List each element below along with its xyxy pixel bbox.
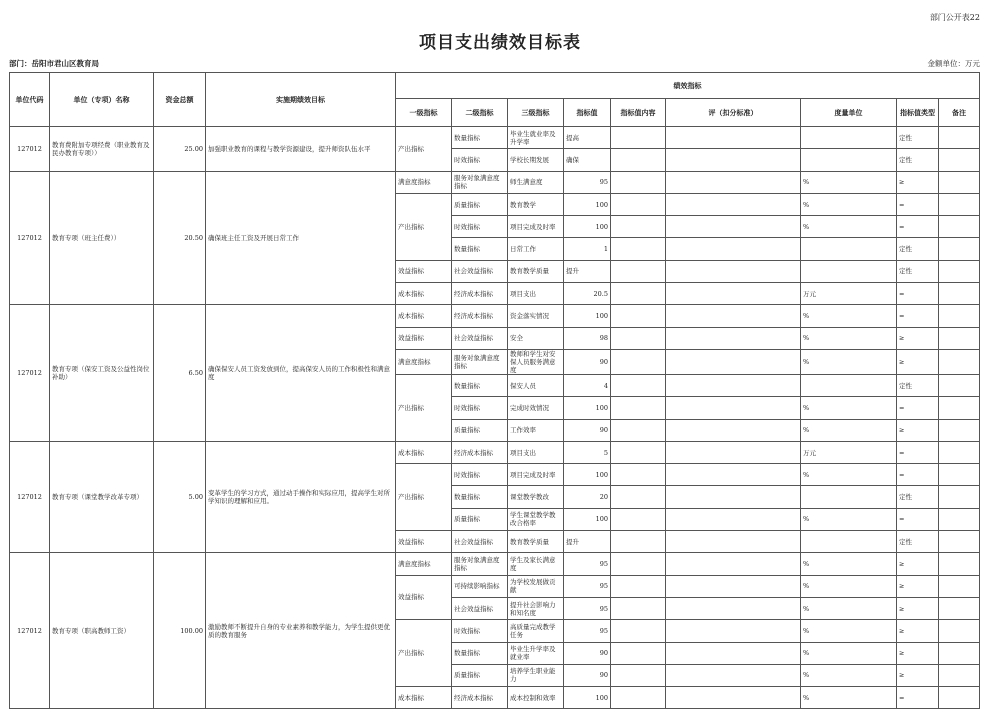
value-type-cell: =: [897, 216, 939, 238]
measure-unit-cell: [801, 531, 897, 553]
level3-cell: 提升社会影响力和知名度: [508, 597, 564, 619]
scoring-cell: [666, 374, 801, 396]
value-type-cell: ≥: [897, 620, 939, 642]
level2-cell: 数量指标: [452, 642, 508, 664]
table-row: [10, 171, 980, 193]
unit-name-cell: 教育专项（职高教师工资）: [50, 553, 154, 709]
scoring-cell: [666, 127, 801, 149]
unit-name-cell: 教育专项（保安工资及公益性岗位补助）: [50, 305, 154, 441]
table-body: [10, 127, 980, 709]
value-content-cell: [611, 642, 666, 664]
measure-unit-cell: [801, 238, 897, 260]
value-content-cell: [611, 238, 666, 260]
measure-unit-cell: %: [801, 397, 897, 419]
value-content-cell: [611, 127, 666, 149]
level2-cell: 经济成本指标: [452, 441, 508, 463]
indicator-value-cell: 95: [564, 620, 611, 642]
value-content-cell: [611, 508, 666, 530]
header-unit-code: 单位代码: [10, 73, 50, 127]
level3-cell: 教育教学质量: [508, 531, 564, 553]
value-content-cell: [611, 397, 666, 419]
unit-code-cell: 127012: [10, 171, 50, 305]
remark-cell: [939, 575, 980, 597]
value-type-cell: 定性: [897, 127, 939, 149]
unit-name-cell: 教育专项（班主任费））: [50, 171, 154, 305]
value-type-cell: =: [897, 508, 939, 530]
header-unit-name: 单位（专项）名称: [50, 73, 154, 127]
remark-cell: [939, 283, 980, 305]
scoring-cell: [666, 575, 801, 597]
value-content-cell: [611, 620, 666, 642]
level1-cell: 成本指标: [396, 687, 452, 709]
level1-cell: 成本指标: [396, 283, 452, 305]
level3-cell: 培养学生职业能力: [508, 664, 564, 686]
header-amount: 资金总额: [154, 73, 206, 127]
header-level2: 二级指标: [452, 99, 508, 127]
scoring-cell: [666, 687, 801, 709]
level3-cell: 学生及家长满意度: [508, 553, 564, 575]
indicator-value-cell: 100: [564, 464, 611, 486]
amount-cell: 25.00: [154, 127, 206, 172]
measure-unit-cell: %: [801, 464, 897, 486]
unit-code-cell: 127012: [10, 127, 50, 172]
header-level1: 一级指标: [396, 99, 452, 127]
table-row: [10, 305, 980, 327]
value-type-cell: ≥: [897, 419, 939, 441]
amount-cell: 100.00: [154, 553, 206, 709]
level2-cell: 质量指标: [452, 193, 508, 215]
level3-cell: 为学校发展做贡献: [508, 575, 564, 597]
measure-unit-cell: %: [801, 620, 897, 642]
unit-code-cell: 127012: [10, 553, 50, 709]
measure-unit-cell: [801, 149, 897, 171]
remark-cell: [939, 171, 980, 193]
remark-cell: [939, 642, 980, 664]
remark-cell: [939, 149, 980, 171]
value-content-cell: [611, 260, 666, 282]
level2-cell: 质量指标: [452, 508, 508, 530]
header-level3: 三级指标: [508, 99, 564, 127]
level2-cell: 时效指标: [452, 216, 508, 238]
performance-target-table: [9, 72, 980, 709]
value-content-cell: [611, 283, 666, 305]
value-type-cell: ≥: [897, 642, 939, 664]
goal-cell: 激励教师不断提升自身的专业素养和教学能力，为学生提供更优质的教育服务: [206, 553, 396, 709]
scoring-cell: [666, 597, 801, 619]
scoring-cell: [666, 553, 801, 575]
scoring-cell: [666, 419, 801, 441]
level2-cell: 时效指标: [452, 620, 508, 642]
level2-cell: 经济成本指标: [452, 305, 508, 327]
indicator-value-cell: 100: [564, 687, 611, 709]
indicator-value-cell: 95: [564, 597, 611, 619]
level3-cell: 教育教学: [508, 193, 564, 215]
unit-code-cell: 127012: [10, 441, 50, 552]
remark-cell: [939, 127, 980, 149]
value-type-cell: 定性: [897, 374, 939, 396]
header-value-content: 指标值内容: [611, 99, 666, 127]
unit-name-cell: 教育费附加专项经费（职业教育及民办教育专项））: [50, 127, 154, 172]
level2-cell: 质量指标: [452, 419, 508, 441]
level1-cell: 产出指标: [396, 374, 452, 441]
unit-code-cell: 127012: [10, 305, 50, 441]
remark-cell: [939, 620, 980, 642]
indicator-value-cell: 4: [564, 374, 611, 396]
level1-cell: 效益指标: [396, 260, 452, 282]
unit-name-cell: 教育专项（课堂教学改革专项）: [50, 441, 154, 552]
amount-cell: 6.50: [154, 305, 206, 441]
goal-cell: 加强职业教育的课程与教学资源建设，提升师资队伍水平: [206, 127, 396, 172]
indicator-value-cell: 100: [564, 305, 611, 327]
indicator-value-cell: 提升: [564, 260, 611, 282]
measure-unit-cell: %: [801, 171, 897, 193]
indicator-value-cell: 20: [564, 486, 611, 508]
value-type-cell: 定性: [897, 260, 939, 282]
table-row: [10, 553, 980, 575]
value-content-cell: [611, 486, 666, 508]
remark-cell: [939, 486, 980, 508]
scoring-cell: [666, 508, 801, 530]
level2-cell: 数量指标: [452, 486, 508, 508]
scoring-cell: [666, 531, 801, 553]
indicator-value-cell: 1: [564, 238, 611, 260]
measure-unit-cell: %: [801, 642, 897, 664]
amount-cell: 5.00: [154, 441, 206, 552]
value-type-cell: =: [897, 441, 939, 463]
scoring-cell: [666, 397, 801, 419]
measure-unit-cell: %: [801, 597, 897, 619]
measure-unit-cell: %: [801, 553, 897, 575]
remark-cell: [939, 441, 980, 463]
level1-cell: 产出指标: [396, 620, 452, 687]
value-type-cell: 定性: [897, 149, 939, 171]
scoring-cell: [666, 486, 801, 508]
measure-unit-cell: %: [801, 327, 897, 349]
goal-cell: 确保班主任工资及开展日常工作: [206, 171, 396, 305]
remark-cell: [939, 419, 980, 441]
value-type-cell: 定性: [897, 531, 939, 553]
level3-cell: 保安人员: [508, 374, 564, 396]
header-value: 指标值: [564, 99, 611, 127]
level1-cell: 满意度指标: [396, 553, 452, 575]
value-content-cell: [611, 441, 666, 463]
value-content-cell: [611, 687, 666, 709]
level2-cell: 经济成本指标: [452, 283, 508, 305]
value-type-cell: ≥: [897, 553, 939, 575]
measure-unit-cell: [801, 127, 897, 149]
indicator-value-cell: 提升: [564, 531, 611, 553]
level2-cell: 服务对象满意度指标: [452, 349, 508, 374]
value-type-cell: ≥: [897, 327, 939, 349]
table-row: [10, 441, 980, 463]
level1-cell: 满意度指标: [396, 171, 452, 193]
header-measure-unit: 度量单位: [801, 99, 897, 127]
level2-cell: 服务对象满意度指标: [452, 171, 508, 193]
level1-cell: 满意度指标: [396, 349, 452, 374]
remark-cell: [939, 464, 980, 486]
remark-cell: [939, 238, 980, 260]
level2-cell: 质量指标: [452, 664, 508, 686]
value-type-cell: ≥: [897, 349, 939, 374]
level2-cell: 数量指标: [452, 374, 508, 396]
level3-cell: 资金落实情况: [508, 305, 564, 327]
level3-cell: 高质量完成教学任务: [508, 620, 564, 642]
scoring-cell: [666, 441, 801, 463]
value-type-cell: =: [897, 687, 939, 709]
value-content-cell: [611, 575, 666, 597]
measure-unit-cell: %: [801, 216, 897, 238]
level3-cell: 项目支出: [508, 441, 564, 463]
measure-unit-cell: %: [801, 575, 897, 597]
header-scoring: 评（扣分标准）: [666, 99, 801, 127]
value-content-cell: [611, 464, 666, 486]
level3-cell: 师生满意度: [508, 171, 564, 193]
indicator-value-cell: 5: [564, 441, 611, 463]
value-type-cell: =: [897, 397, 939, 419]
level3-cell: 项目完成及时率: [508, 216, 564, 238]
level3-cell: 课堂教学教改: [508, 486, 564, 508]
level1-cell: 成本指标: [396, 305, 452, 327]
scoring-cell: [666, 149, 801, 171]
level1-cell: 产出指标: [396, 193, 452, 260]
measure-unit-cell: [801, 374, 897, 396]
remark-cell: [939, 349, 980, 374]
scoring-cell: [666, 464, 801, 486]
value-content-cell: [611, 664, 666, 686]
value-content-cell: [611, 171, 666, 193]
remark-cell: [939, 193, 980, 215]
level3-cell: 学生课堂教学教改合格率: [508, 508, 564, 530]
level2-cell: 服务对象满意度指标: [452, 553, 508, 575]
remark-cell: [939, 687, 980, 709]
scoring-cell: [666, 283, 801, 305]
measure-unit-cell: %: [801, 687, 897, 709]
level3-cell: 教师和学生对安保人员服务满意度: [508, 349, 564, 374]
value-content-cell: [611, 305, 666, 327]
level2-cell: 数量指标: [452, 127, 508, 149]
page-title: 项目支出绩效目标表: [419, 33, 581, 53]
document-number: 部门公开表22: [929, 13, 980, 22]
indicator-value-cell: 20.5: [564, 283, 611, 305]
level3-cell: 完成时效情况: [508, 397, 564, 419]
value-content-cell: [611, 216, 666, 238]
value-content-cell: [611, 531, 666, 553]
amount-cell: 20.50: [154, 171, 206, 305]
level3-cell: 安全: [508, 327, 564, 349]
scoring-cell: [666, 664, 801, 686]
indicator-value-cell: 100: [564, 397, 611, 419]
measure-unit-cell: %: [801, 508, 897, 530]
level1-cell: 产出指标: [396, 464, 452, 531]
remark-cell: [939, 216, 980, 238]
scoring-cell: [666, 260, 801, 282]
level3-cell: 日常工作: [508, 238, 564, 260]
value-content-cell: [611, 597, 666, 619]
value-type-cell: =: [897, 464, 939, 486]
indicator-value-cell: 95: [564, 171, 611, 193]
value-type-cell: ≥: [897, 597, 939, 619]
level3-cell: 成本控制和效率: [508, 687, 564, 709]
header-value-type: 指标值类型: [897, 99, 939, 127]
level2-cell: 社会效益指标: [452, 597, 508, 619]
value-content-cell: [611, 374, 666, 396]
measure-unit-cell: %: [801, 305, 897, 327]
scoring-cell: [666, 171, 801, 193]
value-type-cell: =: [897, 305, 939, 327]
value-content-cell: [611, 327, 666, 349]
scoring-cell: [666, 642, 801, 664]
level2-cell: 数量指标: [452, 238, 508, 260]
remark-cell: [939, 508, 980, 530]
level1-cell: 效益指标: [396, 327, 452, 349]
remark-cell: [939, 397, 980, 419]
measure-unit-cell: [801, 486, 897, 508]
indicator-value-cell: 100: [564, 216, 611, 238]
indicator-value-cell: 98: [564, 327, 611, 349]
indicator-value-cell: 90: [564, 349, 611, 374]
level3-cell: 毕业生就业率及升学率: [508, 127, 564, 149]
level2-cell: 时效指标: [452, 397, 508, 419]
table-row: [10, 127, 980, 149]
remark-cell: [939, 597, 980, 619]
value-type-cell: =: [897, 193, 939, 215]
header-goal: 实施期绩效目标: [206, 73, 396, 127]
value-type-cell: =: [897, 283, 939, 305]
measure-unit-cell: %: [801, 193, 897, 215]
value-type-cell: ≥: [897, 171, 939, 193]
level2-cell: 社会效益指标: [452, 531, 508, 553]
level1-cell: 效益指标: [396, 531, 452, 553]
measure-unit-cell: %: [801, 349, 897, 374]
value-content-cell: [611, 149, 666, 171]
measure-unit-cell: %: [801, 664, 897, 686]
scoring-cell: [666, 349, 801, 374]
remark-cell: [939, 374, 980, 396]
indicator-value-cell: 90: [564, 642, 611, 664]
scoring-cell: [666, 305, 801, 327]
remark-cell: [939, 327, 980, 349]
indicator-value-cell: 100: [564, 193, 611, 215]
level3-cell: 毕业生升学率及就业率: [508, 642, 564, 664]
value-type-cell: 定性: [897, 486, 939, 508]
level2-cell: 社会效益指标: [452, 260, 508, 282]
indicator-value-cell: 100: [564, 508, 611, 530]
level2-cell: 社会效益指标: [452, 327, 508, 349]
scoring-cell: [666, 327, 801, 349]
value-type-cell: 定性: [897, 238, 939, 260]
level3-cell: 工作效率: [508, 419, 564, 441]
level2-cell: 经济成本指标: [452, 687, 508, 709]
measure-unit-cell: 万元: [801, 283, 897, 305]
indicator-value-cell: 确保: [564, 149, 611, 171]
value-content-cell: [611, 193, 666, 215]
level1-cell: 效益指标: [396, 575, 452, 620]
value-content-cell: [611, 419, 666, 441]
level2-cell: 可持续影响指标: [452, 575, 508, 597]
value-type-cell: ≥: [897, 575, 939, 597]
department-label: 部门：岳阳市君山区教育局: [9, 59, 99, 68]
remark-cell: [939, 305, 980, 327]
level1-cell: 成本指标: [396, 441, 452, 463]
header-performance-indicators: 绩效指标: [396, 73, 980, 99]
level1-cell: 产出指标: [396, 127, 452, 172]
measure-unit-cell: %: [801, 419, 897, 441]
value-content-cell: [611, 349, 666, 374]
level2-cell: 时效指标: [452, 149, 508, 171]
amount-unit-label: 金额单位：万元: [927, 59, 980, 68]
scoring-cell: [666, 238, 801, 260]
remark-cell: [939, 553, 980, 575]
header-remark: 备注: [939, 99, 980, 127]
measure-unit-cell: 万元: [801, 441, 897, 463]
level2-cell: 时效指标: [452, 464, 508, 486]
goal-cell: 确保保安人员工资发放到位，提高保安人员的工作积极性和满意度: [206, 305, 396, 441]
indicator-value-cell: 90: [564, 664, 611, 686]
level3-cell: 学校长期发展: [508, 149, 564, 171]
value-content-cell: [611, 553, 666, 575]
remark-cell: [939, 531, 980, 553]
goal-cell: 变革学生的学习方式，通过动手操作和实际应用，提高学生对所学知识的理解和应用。: [206, 441, 396, 552]
indicator-value-cell: 95: [564, 575, 611, 597]
scoring-cell: [666, 216, 801, 238]
indicator-value-cell: 90: [564, 419, 611, 441]
remark-cell: [939, 260, 980, 282]
level3-cell: 教育教学质量: [508, 260, 564, 282]
measure-unit-cell: [801, 260, 897, 282]
level3-cell: 项目支出: [508, 283, 564, 305]
level3-cell: 项目完成及时率: [508, 464, 564, 486]
scoring-cell: [666, 620, 801, 642]
value-type-cell: ≥: [897, 664, 939, 686]
indicator-value-cell: 提高: [564, 127, 611, 149]
scoring-cell: [666, 193, 801, 215]
remark-cell: [939, 664, 980, 686]
indicator-value-cell: 95: [564, 553, 611, 575]
